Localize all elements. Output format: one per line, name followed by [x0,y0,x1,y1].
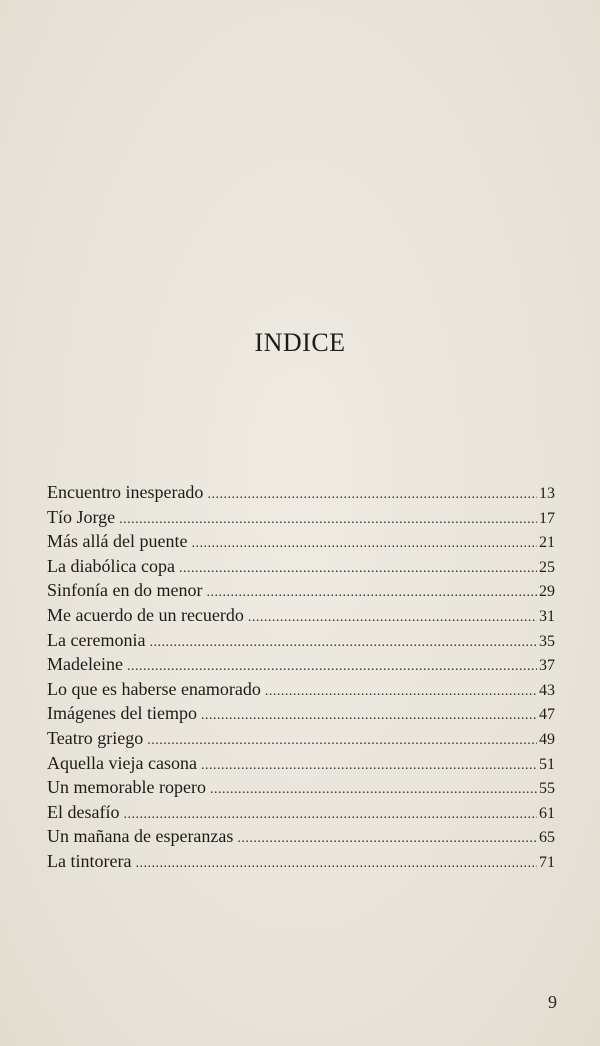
toc-entry-title: La diabólica copa [47,555,175,576]
toc-entry-page: 43 [539,681,555,699]
toc-leader-dots [135,852,537,877]
toc-entry-title: Me acuerdo de un recuerdo [47,604,244,625]
toc-entry-page: 37 [539,657,555,675]
toc-entry-page: 51 [539,755,555,773]
toc-entry [47,751,555,776]
toc-entry [47,677,555,702]
toc-entry-title: La tintorera [47,850,132,871]
toc-entry-title: Teatro griego [47,727,144,748]
toc-entry [47,775,555,800]
toc-entry [47,726,555,751]
toc-entry-title: Más allá del puente [47,531,188,552]
toc-entry-page: 29 [539,583,555,601]
table-of-contents [47,480,555,874]
toc-entry [47,480,555,505]
toc-entry-title: Un memorable ropero [47,777,206,798]
toc-leader-dots [147,729,537,754]
toc-entry-page: 21 [539,534,555,552]
toc-entry-title: Sinfonía en do menor [47,580,203,601]
toc-entry [47,628,555,653]
toc-entry-title: Aquella vieja casona [47,752,197,773]
toc-entry-title: Tío Jorge [47,506,116,527]
toc-entry-title: Imágenes del tiempo [47,703,197,724]
toc-entry [47,505,555,530]
toc-leader-dots [207,483,537,508]
page-number: 9 [548,992,557,1012]
toc-entry-title: Madeleine [47,654,123,675]
toc-entry-page: 47 [539,706,555,724]
toc-leader-dots [201,704,537,729]
toc-entry [47,578,555,603]
toc-leader-dots [179,557,537,582]
toc-entry [47,800,555,825]
toc-leader-dots [206,581,537,606]
toc-entry-page: 61 [539,804,555,822]
toc-entry-page: 13 [539,485,555,502]
toc-entry [47,849,555,874]
index-heading: INDICE [254,328,346,357]
toc-entry-title: Encuentro inesperado [47,482,204,502]
toc-entry [47,701,555,726]
toc-entry-title: El desafío [47,801,120,822]
toc-leader-dots [149,631,537,656]
toc-entry-title: La ceremonia [47,629,146,650]
toc-entry-page: 49 [539,730,555,748]
toc-leader-dots [210,778,537,803]
toc-entry [47,652,555,677]
toc-entry-page: 25 [539,558,555,576]
toc-entry [47,603,555,628]
toc-entry [47,824,555,849]
toc-leader-dots [191,532,537,557]
toc-entry-page: 35 [539,632,555,650]
toc-entry-page: 65 [539,829,555,847]
toc-entry [47,529,555,554]
toc-leader-dots [201,754,537,779]
toc-leader-dots [248,606,537,631]
toc-entry-page: 17 [539,509,555,527]
toc-entry-page: 55 [539,780,555,798]
toc-entry-title: Un mañana de esperanzas [47,826,234,847]
toc-entry [47,554,555,579]
toc-entry-page: 31 [539,607,555,625]
toc-entry-page: 71 [539,853,555,871]
toc-entry-title: Lo que es haberse enamorado [47,678,261,699]
toc-leader-dots [237,827,537,852]
toc-leader-dots [265,680,537,705]
